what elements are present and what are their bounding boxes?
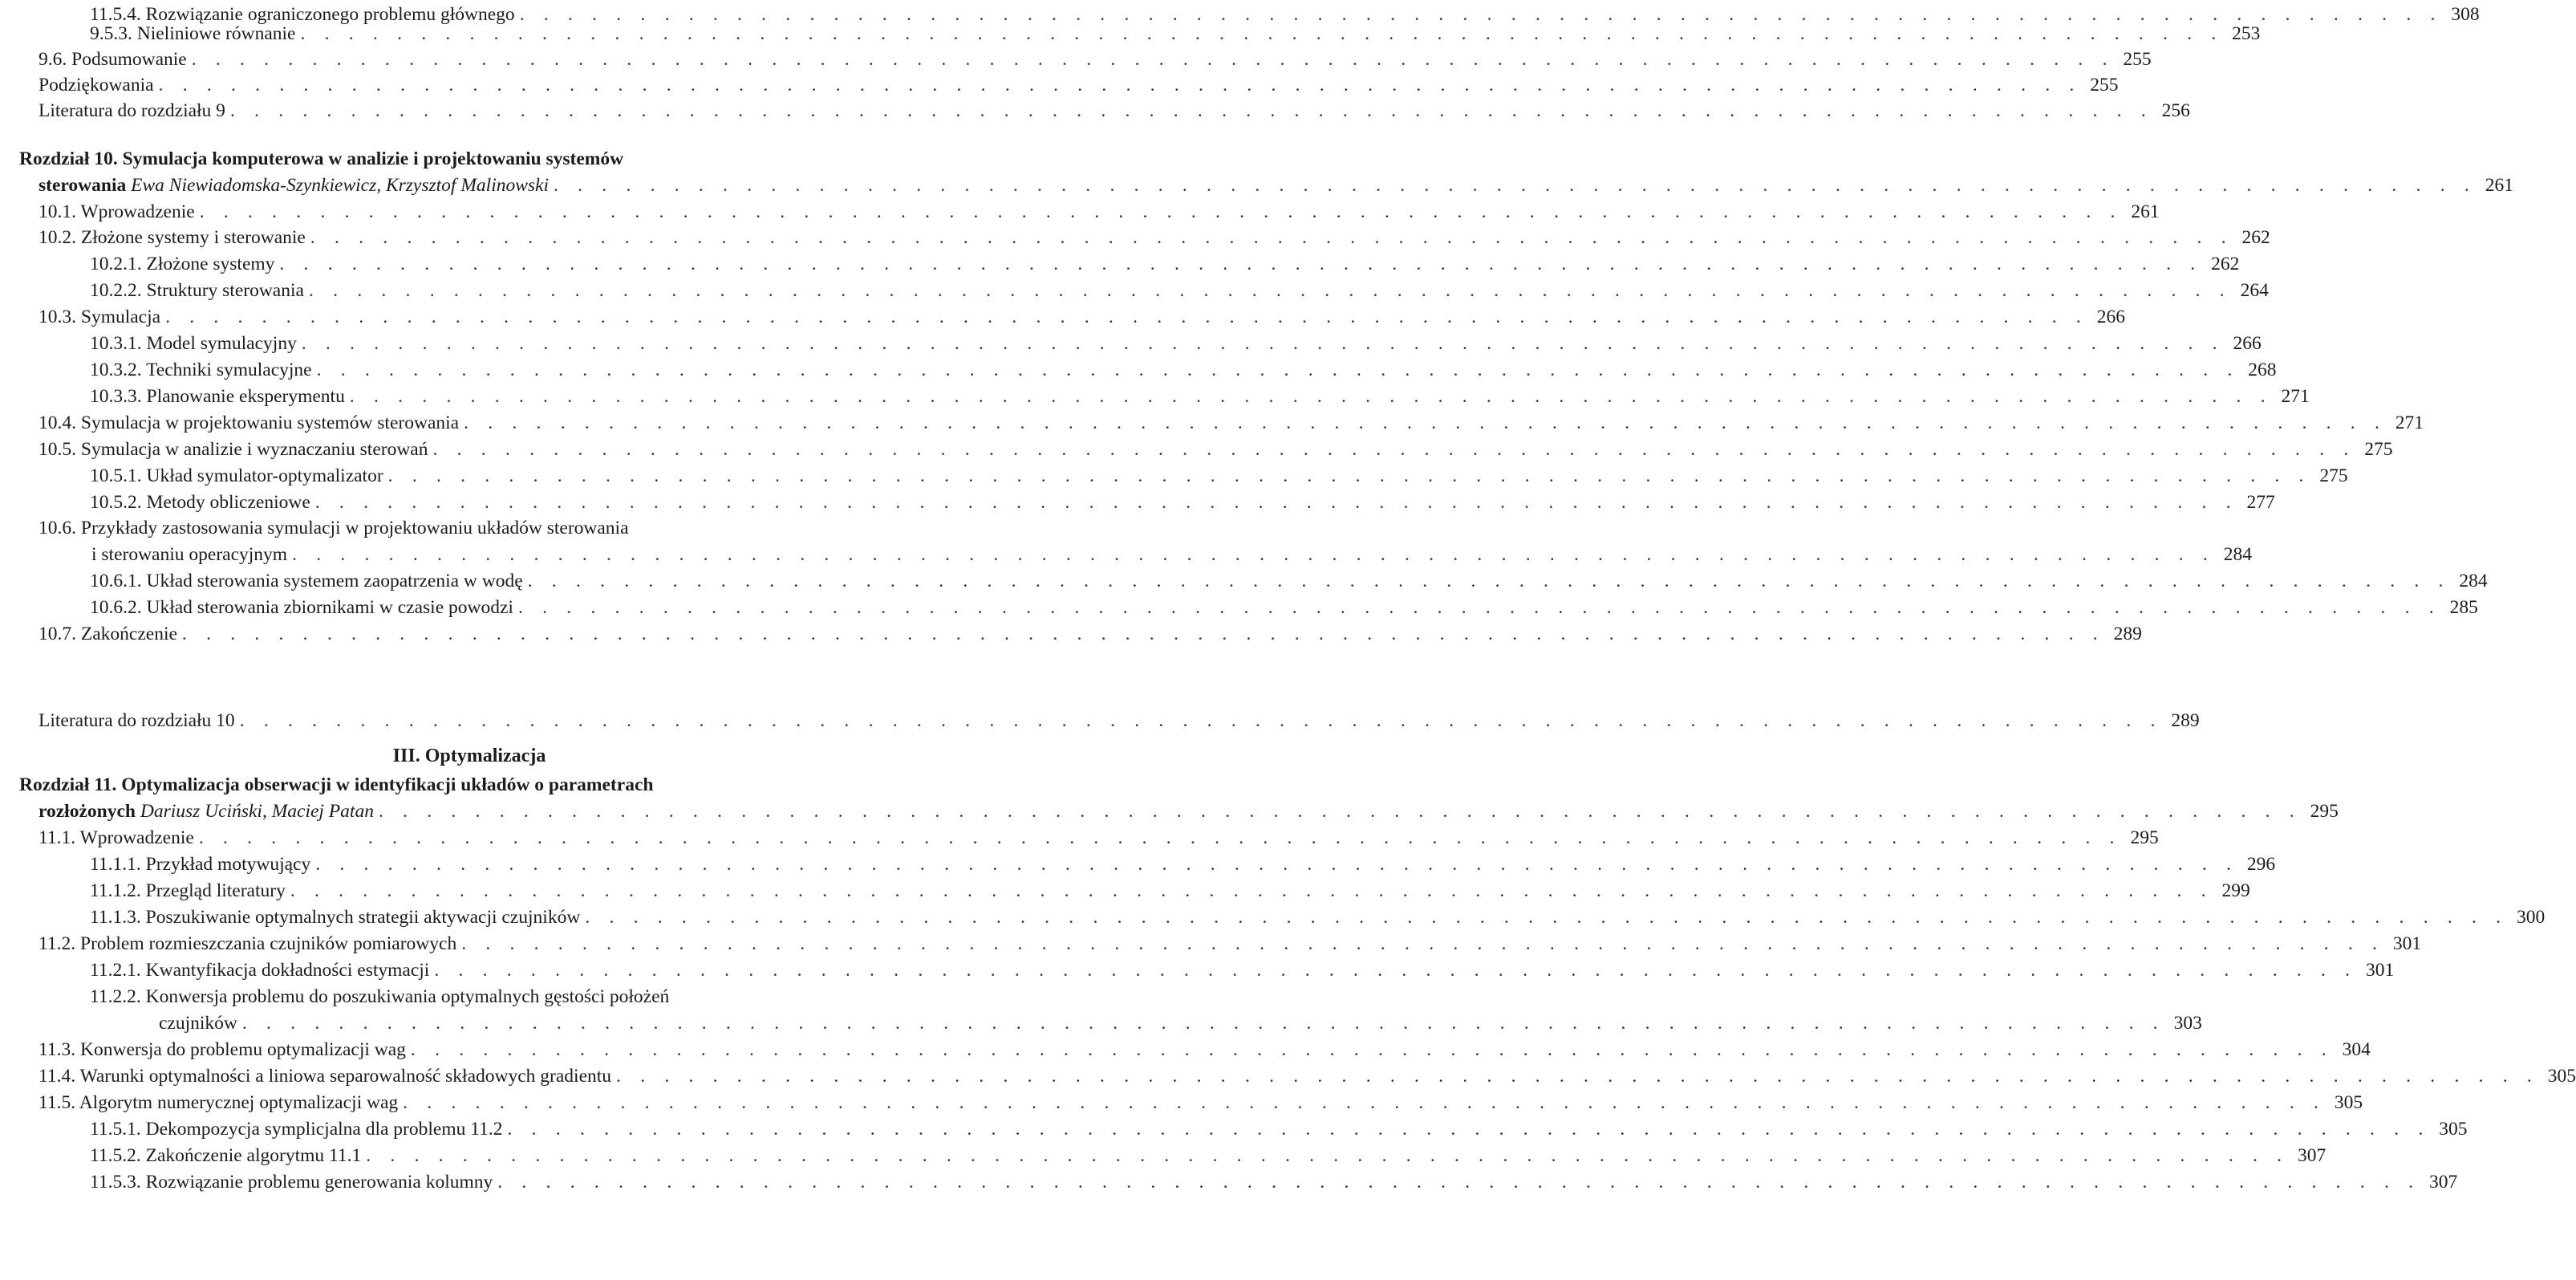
entry-title: 11.4. Warunki optymalności a liniowa separowalność składowych gradientu <box>39 1066 612 1087</box>
toc-entry <box>90 1141 2327 1167</box>
toc-entry <box>90 382 2310 408</box>
entry-title: 9.6. Podsumowanie <box>39 49 187 70</box>
entry-title: 10.4. Symulacja w projektowaniu systemów sterowania <box>39 412 460 433</box>
entry-title: 10.3. Symulacja <box>39 307 161 327</box>
dot-leader: . . . . . . . . . . . . . . . . . . . . . . . . . . . . . . . . . . . . . . . . . . . . . . . . . . . . . . . . . . . . . . . . . . . . . . . . . . . . . . . . <box>241 1013 2165 1034</box>
entry-title: 11.2.1. Kwantyfikacja dokładności estymacji <box>90 960 430 981</box>
chapter-title-end: sterowania <box>39 175 127 196</box>
entry-title: 10.6.2. Układ sterowania zbiornikami w czasie powodzi <box>90 597 513 618</box>
dot-leader: . . . . . . . . . . . . . . . . . . . . . . . . . . . . . . . . . . . . . . . . . . . . . . . . . . . . . . . . . . . . . . . . . . . . . . . . . . . . . . . . <box>239 710 2163 731</box>
dot-leader: . . . . . . . . . . . . . . . . . . . . . . . . . . . . . . . . . . . . . . . . . . . . . . . . . . . . . . . . . . . . . . . . . . . . . . . . . . . . . . . . <box>158 75 2082 95</box>
dot-leader: . . . . . . . . . . . . . . . . . . . . . . . . . . . . . . . . . . . . . . . . . . . . . . . . . . . . . . . . . . . . . . . . . . . . . . . . . . . . . . . . <box>191 49 2115 70</box>
toc-entry <box>90 567 2488 592</box>
toc-entry <box>39 171 2513 197</box>
page-number: 295 <box>2130 827 2159 848</box>
chapter-authors: Dariusz Uciński, Maciej Patan <box>140 801 374 822</box>
toc-entry <box>90 1115 2468 1140</box>
entry-title: 10.5.1. Układ symulator-optymalizator <box>90 465 383 486</box>
page-number: 264 <box>2240 280 2269 301</box>
dot-leader: . . . . . . . . . . . . . . . . . . . . . . . . . . . . . . . . . . . . . . . . . . . . . . . . . . . . . . . . . . . . . . . . . . . . . . . . . . . . . . . . <box>434 960 2358 981</box>
toc-entry <box>90 903 2546 929</box>
page-number: 308 <box>2451 4 2480 25</box>
dot-leader: . . . . . . . . . . . . . . . . . . . . . . . . . . . . . . . . . . . . . . . . . . . . . . . . . . . . . . . . . . . . . . . . . . . . . . . . . . . . . . . . <box>300 23 2224 44</box>
dot-leader: . . . . . . . . . . . . . . . . . . . . . . . . . . . . . . . . . . . . . . . . . . . . . . . . . . . . . . . . . . . . . . . . . . . . . . . . . . . . . . . . <box>316 360 2240 380</box>
page-number: 275 <box>2364 439 2393 460</box>
chapter-heading-cont <box>39 800 374 823</box>
dot-leader: . . . . . . . . . . . . . . . . . . . . . . . . . . . . . . . . . . . . . . . . . . . . . . . . . . . . . . . . . . . . . . . . . . . . . . . . . . . . . . . . <box>387 465 2311 486</box>
page-number: 261 <box>2131 201 2160 222</box>
dot-leader: . . . . . . . . . . . . . . . . . . . . . . . . . . . . . . . . . . . . . . . . . . . . . . . . . . . . . . . . . . . . . . . . . . . . . . . . . . . . . . . . <box>314 492 2238 513</box>
chapter-heading <box>19 770 653 796</box>
toc-entry <box>159 1009 2202 1034</box>
chapter-heading-text: Rozdział 11. Optymalizacja obserwacji w identyfikacji układów o parametrach <box>19 774 654 795</box>
toc-entry <box>39 929 2422 955</box>
toc-entry <box>39 620 2142 645</box>
dot-leader: . . . . . . . . . . . . . . . . . . . . . . . . . . . . . . . . . . . . . . . . . . . . . . . . . . . . . . . . . . . . . . . . . . . . . . . . . . . . . . . . <box>527 571 2451 591</box>
page-number: 295 <box>2310 801 2339 822</box>
dot-leader: . . . . . . . . . . . . . . . . . . . . . . . . . . . . . . . . . . . . . . . . . . . . . . . . . . . . . . . . . . . . . . . . . . . . . . . . . . . . . . . . <box>279 254 2203 274</box>
toc-entry <box>39 197 2160 223</box>
entry-title: Literatura do rozdziału 9 <box>39 100 225 121</box>
entry-title: 11.1. Wprowadzenie <box>39 827 194 848</box>
toc-entry <box>39 435 2393 461</box>
toc-entry <box>39 1035 2371 1061</box>
toc-entry <box>91 540 2253 566</box>
toc-entry <box>90 250 2240 275</box>
page-number: 296 <box>2246 854 2276 875</box>
dot-leader: . . . . . . . . . . . . . . . . . . . . . . . . . . . . . . . . . . . . . . . . . . . . . . . . . . . . . . . . . . . . . . . . . . . . . . . . . . . . . . . . <box>310 227 2233 248</box>
dot-leader: . . . . . . . . . . . . . . . . . . . . . . . . . . . . . . . . . . . . . . . . . . . . . . . . . . . . . . . . . . . . . . . . . . . . . . . . . . . . . . . . <box>199 201 2123 222</box>
entry-title: 11.5.1. Dekompozycja symplicjalna dla problemu 11.2 <box>90 1119 503 1140</box>
page-number: 301 <box>2366 960 2395 981</box>
entry-title: 11.3. Konwersja do problemu optymalizacji wag <box>39 1039 406 1060</box>
entry-title-cont: czujników <box>159 1013 237 1034</box>
page-number: 271 <box>2395 412 2424 433</box>
chapter-heading-cont <box>39 174 549 197</box>
entry-title: Literatura do rozdziału 10 <box>39 710 235 731</box>
page-number: 289 <box>2113 624 2142 644</box>
page-number: 300 <box>2517 907 2546 928</box>
toc-entry-line1 <box>90 982 669 1008</box>
chapter-heading-text: Rozdział 10. Symulacja komputerowa w analizie i projektowaniu systemów <box>19 148 624 169</box>
dot-leader: . . . . . . . . . . . . . . . . . . . . . . . . . . . . . . . . . . . . . . . . . . . . . . . . . . . . . . . . . . . . . . . . . . . . . . . . . . . . . . . . <box>349 386 2273 407</box>
toc-entry <box>90 461 2348 487</box>
dot-leader: . . . . . . . . . . . . . . . . . . . . . . . . . . . . . . . . . . . . . . . . . . . . . . . . . . . . . . . . . . . . . . . . . . . . . . . . . . . . . . . . <box>308 280 2232 301</box>
page-number: 256 <box>2161 100 2190 121</box>
toc-entry <box>90 956 2395 981</box>
dot-leader: . . . . . . . . . . . . . . . . . . . . . . . . . . . . . . . . . . . . . . . . . . . . . . . . . . . . . . . . . . . . . . . . . . . . . . . . . . . . . . . . <box>315 854 2239 875</box>
dot-leader: . . . . . . . . . . . . . . . . . . . . . . . . . . . . . . . . . . . . . . . . . . . . . . . . . . . . . . . . . . . . . . . . . . . . . . . . . . . . . . . . <box>461 933 2385 954</box>
dot-leader: . . . . . . . . . . . . . . . . . . . . . . . . . . . . . . . . . . . . . . . . . . . . . . . . . . . . . . . . . . . . . . . . . . . . . . . . . . . . . . . . <box>432 439 2356 460</box>
page-number: 284 <box>2459 571 2488 591</box>
dot-leader: . . . . . . . . . . . . . . . . . . . . . . . . . . . . . . . . . . . . . . . . . . . . . . . . . . . . . . . . . . . . . . . . . . . . . . . . . . . . . . . . <box>497 1172 2421 1193</box>
toc-entry <box>90 850 2276 876</box>
page-number: 285 <box>2449 597 2478 618</box>
page-number: 262 <box>2211 254 2240 274</box>
toc-entry <box>39 96 2190 122</box>
dot-leader: . . . . . . . . . . . . . . . . . . . . . . . . . . . . . . . . . . . . . . . . . . . . . . . . . . . . . . . . . . . . . . . . . . . . . . . . . . . . . . . . <box>378 801 2302 822</box>
toc-entry <box>90 593 2478 619</box>
entry-title: 11.5.3. Rozwiązanie problemu generowania kolumny <box>90 1172 493 1193</box>
dot-leader: . . . . . . . . . . . . . . . . . . . . . . . . . . . . . . . . . . . . . . . . . . . . . . . . . . . . . . . . . . . . . . . . . . . . . . . . . . . . . . . . <box>403 1092 2327 1113</box>
page-number: 304 <box>2342 1039 2371 1060</box>
toc-entry <box>39 45 2152 71</box>
entry-title: 11.1.3. Poszukiwanie optymalnych strategii aktywacji czujników <box>90 907 581 928</box>
toc-entry <box>90 329 2262 355</box>
page-number: 299 <box>2221 880 2250 901</box>
page-number: 255 <box>2123 49 2152 70</box>
page-number: 253 <box>2232 23 2261 44</box>
dot-leader: . . . . . . . . . . . . . . . . . . . . . . . . . . . . . . . . . . . . . . . . . . . . . . . . . . . . . . . . . . . . . . . . . . . . . . . . . . . . . . . . <box>290 880 2213 901</box>
toc-entry-line1-text: 10.6. Przykłady zastosowania symulacji w projektowaniu układów sterowania <box>39 518 629 538</box>
page-number: 307 <box>2297 1145 2327 1166</box>
dot-leader: . . . . . . . . . . . . . . . . . . . . . . . . . . . . . . . . . . . . . . . . . . . . . . . . . . . . . . . . . . . . . . . . . . . . . . . . . . . . . . . . <box>198 827 2122 848</box>
page-number: 266 <box>2233 333 2262 354</box>
page-number: 305 <box>2547 1066 2576 1087</box>
entry-title: 10.2. Złożone systemy i sterowanie <box>39 227 306 248</box>
dot-leader: . . . . . . . . . . . . . . . . . . . . . . . . . . . . . . . . . . . . . . . . . . . . . . . . . . . . . . . . . . . . . . . . . . . . . . . . . . . . . . . . <box>519 4 2443 25</box>
toc-entry <box>90 356 2277 381</box>
entry-title: 11.5. Algorytm numerycznej optymalizacji wag <box>39 1092 399 1113</box>
entry-title: 11.2. Problem rozmieszczania czujników pomiarowych <box>39 933 457 954</box>
entry-title-cont: i sterowaniu operacyjnym <box>91 544 288 565</box>
dot-leader: . . . . . . . . . . . . . . . . . . . . . . . . . . . . . . . . . . . . . . . . . . . . . . . . . . . . . . . . . . . . . . . . . . . . . . . . . . . . . . . . <box>585 907 2509 928</box>
chapter-heading <box>19 144 623 170</box>
entry-title: 10.5.2. Metody obliczeniowe <box>90 492 310 513</box>
page-number: 266 <box>2096 307 2126 327</box>
toc-entry <box>39 223 2270 249</box>
toc-entry <box>90 488 2275 514</box>
dot-leader: . . . . . . . . . . . . . . . . . . . . . . . . . . . . . . . . . . . . . . . . . . . . . . . . . . . . . . . . . . . . . . . . . . . . . . . . . . . . . . . . <box>616 1066 2539 1087</box>
chapter-title-end: rozłożonych <box>39 801 136 822</box>
dot-leader: . . . . . . . . . . . . . . . . . . . . . . . . . . . . . . . . . . . . . . . . . . . . . . . . . . . . . . . . . . . . . . . . . . . . . . . . . . . . . . . . <box>366 1145 2290 1166</box>
toc-entry <box>39 71 2119 96</box>
part-heading: III. Optymalizacja <box>392 746 546 766</box>
dot-leader: . . . . . . . . . . . . . . . . . . . . . . . . . . . . . . . . . . . . . . . . . . . . . . . . . . . . . . . . . . . . . . . . . . . . . . . . . . . . . . . . <box>464 412 2387 433</box>
page-number: 307 <box>2428 1172 2458 1193</box>
page-number: 262 <box>2241 227 2270 248</box>
toc-entry <box>90 876 2250 902</box>
page-number: 275 <box>2319 465 2348 486</box>
dot-leader: . . . . . . . . . . . . . . . . . . . . . . . . . . . . . . . . . . . . . . . . . . . . . . . . . . . . . . . . . . . . . . . . . . . . . . . . . . . . . . . . <box>301 333 2225 354</box>
page-number: 305 <box>2334 1092 2363 1113</box>
entry-title: 10.3.2. Techniki symulacyjne <box>90 360 312 380</box>
dot-leader: . . . . . . . . . . . . . . . . . . . . . . . . . . . . . . . . . . . . . . . . . . . . . . . . . . . . . . . . . . . . . . . . . . . . . . . . . . . . . . . . <box>165 307 2089 327</box>
toc-entry <box>39 823 2159 849</box>
toc-entry-line1 <box>39 514 629 539</box>
page-number: 303 <box>2173 1013 2202 1034</box>
page-number: 301 <box>2392 933 2422 954</box>
entry-title: 10.5. Symulacja w analizie i wyznaczaniu sterowań <box>39 439 428 460</box>
toc-entry <box>39 797 2339 823</box>
entry-title: Podziękowania <box>39 75 154 95</box>
toc-entry <box>39 303 2126 328</box>
entry-title: 10.1. Wprowadzenie <box>39 201 195 222</box>
entry-title: 10.7. Zakończenie <box>39 624 177 644</box>
dot-leader: . . . . . . . . . . . . . . . . . . . . . . . . . . . . . . . . . . . . . . . . . . . . . . . . . . . . . . . . . . . . . . . . . . . . . . . . . . . . . . . . <box>507 1119 2431 1140</box>
entry-title: 9.5.3. Nieliniowe równanie <box>90 23 296 44</box>
chapter-authors: Ewa Niewiadomska-Szynkiewicz, Krzysztof Malinowski <box>131 175 549 196</box>
dot-leader: . . . . . . . . . . . . . . . . . . . . . . . . . . . . . . . . . . . . . . . . . . . . . . . . . . . . . . . . . . . . . . . . . . . . . . . . . . . . . . . . <box>229 100 2153 121</box>
toc-entry <box>39 1088 2363 1114</box>
dot-leader: . . . . . . . . . . . . . . . . . . . . . . . . . . . . . . . . . . . . . . . . . . . . . . . . . . . . . . . . . . . . . . . . . . . . . . . . . . . . . . . . <box>292 544 2216 565</box>
page-number: 255 <box>2090 75 2119 95</box>
dot-leader: . . . . . . . . . . . . . . . . . . . . . . . . . . . . . . . . . . . . . . . . . . . . . . . . . . . . . . . . . . . . . . . . . . . . . . . . . . . . . . . . <box>554 175 2477 196</box>
page-number: 289 <box>2171 710 2200 731</box>
toc-entry <box>39 408 2424 434</box>
page-number: 261 <box>2485 175 2513 196</box>
toc-entry <box>39 1062 2576 1087</box>
entry-title: 10.2.1. Złożone systemy <box>90 254 275 274</box>
dot-leader: . . . . . . . . . . . . . . . . . . . . . . . . . . . . . . . . . . . . . . . . . . . . . . . . . . . . . . . . . . . . . . . . . . . . . . . . . . . . . . . . <box>181 624 2105 644</box>
toc-entry <box>90 0 2480 26</box>
page-number: 271 <box>2281 386 2310 407</box>
toc-entry <box>90 1168 2458 1193</box>
page-number: 268 <box>2248 360 2277 380</box>
toc-entry <box>39 706 2200 732</box>
toc-entry <box>90 276 2269 302</box>
entry-title: 10.2.2. Struktury sterowania <box>90 280 304 301</box>
toc-entry-line1-text: 11.2.2. Konwersja problemu do poszukiwania optymalnych gęstości położeń <box>90 986 670 1007</box>
page-number: 277 <box>2246 492 2275 513</box>
entry-title: 11.5.2. Zakończenie algorytmu 11.1 <box>90 1145 362 1166</box>
entry-title: 11.1.1. Przykład motywujący <box>90 854 311 875</box>
entry-title: 10.6.1. Układ sterowania systemem zaopatrzenia w wodę <box>90 571 523 591</box>
entry-title: 11.5.4. Rozwiązanie ograniczonego problemu głównego <box>90 4 515 25</box>
dot-leader: . . . . . . . . . . . . . . . . . . . . . . . . . . . . . . . . . . . . . . . . . . . . . . . . . . . . . . . . . . . . . . . . . . . . . . . . . . . . . . . . <box>517 597 2441 618</box>
entry-title: 11.1.2. Przegląd literatury <box>90 880 286 901</box>
dot-leader: . . . . . . . . . . . . . . . . . . . . . . . . . . . . . . . . . . . . . . . . . . . . . . . . . . . . . . . . . . . . . . . . . . . . . . . . . . . . . . . . <box>410 1039 2334 1060</box>
page-number: 305 <box>2439 1119 2468 1140</box>
entry-title: 10.3.1. Model symulacyjny <box>90 333 297 354</box>
page-number: 284 <box>2223 544 2253 565</box>
entry-title: 10.3.3. Planowanie eksperymentu <box>90 386 345 407</box>
